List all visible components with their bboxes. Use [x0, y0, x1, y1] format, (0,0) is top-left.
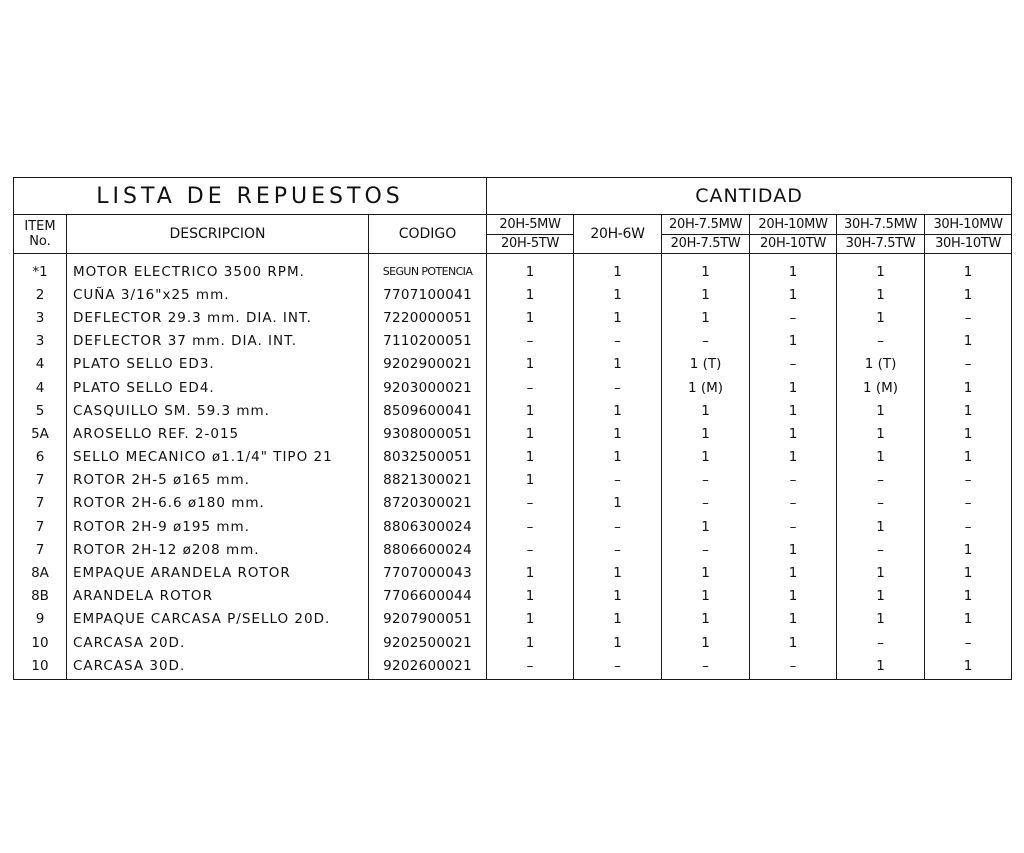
- quantity-cell: 1: [925, 561, 1012, 584]
- quantity-cell: 1: [487, 283, 574, 306]
- item-number-cell: 7: [14, 492, 67, 515]
- quantity-cell: 1: [925, 330, 1012, 353]
- quantity-cell: –: [487, 515, 574, 538]
- code-cell: 9202500021: [369, 631, 487, 654]
- quantity-cell: 1: [750, 538, 837, 561]
- quantity-cell: –: [925, 353, 1012, 376]
- table-row: [14, 515, 1012, 538]
- quantity-cell: –: [574, 330, 662, 353]
- table-row: [14, 492, 1012, 515]
- description-cell: DEFLECTOR 37 mm. DIA. INT.: [67, 330, 369, 353]
- item-number-cell: 5: [14, 399, 67, 422]
- code-cell: 9202600021: [369, 654, 487, 680]
- quantity-cell: 1: [574, 561, 662, 584]
- item-number-cell: 4: [14, 353, 67, 376]
- quantity-cell: 1: [574, 422, 662, 445]
- quantity-cell: 1: [750, 446, 837, 469]
- item-number-cell: 4: [14, 376, 67, 399]
- parts-rows: [14, 254, 1012, 680]
- code-cell: 8806300024: [369, 515, 487, 538]
- item-header-line2: No.: [29, 234, 51, 249]
- quantity-cell: 1: [487, 631, 574, 654]
- quantity-cell: 1: [925, 254, 1012, 284]
- quantity-cell: 1: [750, 330, 837, 353]
- quantity-cell: 1: [925, 422, 1012, 445]
- quantity-cell: 1: [837, 422, 925, 445]
- quantity-cell: 1: [750, 422, 837, 445]
- table-row: [14, 561, 1012, 584]
- model-name: 20H-10TW: [750, 234, 836, 254]
- description-cell: ROTOR 2H-6.6 ø180 mm.: [67, 492, 369, 515]
- quantity-cell: –: [750, 492, 837, 515]
- model-header-2: [574, 215, 662, 254]
- table-row: [14, 654, 1012, 680]
- quantity-cell: 1: [925, 376, 1012, 399]
- quantity-cell: 1: [837, 654, 925, 680]
- quantity-cell: 1 (T): [662, 353, 750, 376]
- quantity-cell: 1 (T): [837, 353, 925, 376]
- quantity-cell: 1: [750, 631, 837, 654]
- quantity-cell: 1: [662, 561, 750, 584]
- quantity-cell: –: [574, 469, 662, 492]
- description-cell: EMPAQUE ARANDELA ROTOR: [67, 561, 369, 584]
- quantity-cell: 1: [662, 631, 750, 654]
- quantity-cell: 1: [750, 561, 837, 584]
- item-number-cell: 5A: [14, 422, 67, 445]
- item-number-cell: 7: [14, 538, 67, 561]
- quantity-cell: –: [750, 469, 837, 492]
- quantity-cell: 1: [574, 631, 662, 654]
- quantity-cell: 1: [662, 283, 750, 306]
- model-header-6: [925, 215, 1012, 254]
- quantity-cell: 1: [487, 446, 574, 469]
- quantity-cell: –: [925, 515, 1012, 538]
- description-cell: CARCASA 20D.: [67, 631, 369, 654]
- quantity-cell: –: [662, 492, 750, 515]
- quantity-cell: 1: [837, 585, 925, 608]
- description-cell: CUÑA 3/16"x25 mm.: [67, 283, 369, 306]
- table-row: [14, 538, 1012, 561]
- code-cell: 7707000043: [369, 561, 487, 584]
- item-number-cell: 3: [14, 306, 67, 329]
- table-row: [14, 376, 1012, 399]
- quantity-cell: 1: [750, 585, 837, 608]
- quantity-cell: 1: [662, 306, 750, 329]
- item-header-line1: ITEM: [24, 219, 56, 234]
- model-name: 20H-5MW: [499, 216, 561, 232]
- code-header: CODIGO: [369, 215, 487, 254]
- description-cell: CASQUILLO SM. 59.3 mm.: [67, 399, 369, 422]
- quantity-cell: 1: [662, 399, 750, 422]
- parts-table: [13, 177, 1012, 680]
- model-name: 20H-7.5MW: [669, 216, 743, 232]
- column-header-row: [14, 215, 1012, 254]
- quantity-cell: –: [837, 631, 925, 654]
- quantity-cell: 1: [837, 561, 925, 584]
- quantity-cell: 1: [662, 608, 750, 631]
- quantity-cell: 1: [574, 585, 662, 608]
- quantity-cell: –: [662, 654, 750, 680]
- quantity-cell: 1: [574, 608, 662, 631]
- quantity-cell: –: [750, 353, 837, 376]
- description-cell: ROTOR 2H-12 ø208 mm.: [67, 538, 369, 561]
- code-cell: 9202900021: [369, 353, 487, 376]
- item-number-cell: 8A: [14, 561, 67, 584]
- quantity-cell: 1: [487, 306, 574, 329]
- quantity-cell: –: [662, 538, 750, 561]
- quantity-cell: 1: [837, 254, 925, 284]
- quantity-cell: 1: [750, 608, 837, 631]
- quantity-cell: 1: [925, 283, 1012, 306]
- model-name: 20H-5TW: [487, 234, 573, 254]
- quantity-cell: –: [574, 515, 662, 538]
- model-name: 30H-10MW: [933, 216, 1003, 232]
- item-number-cell: 9: [14, 608, 67, 631]
- description-header: DESCRIPCION: [67, 215, 369, 254]
- model-name: 30H-10TW: [925, 234, 1011, 254]
- code-cell: 7220000051: [369, 306, 487, 329]
- quantity-cell: 1 (M): [662, 376, 750, 399]
- code-cell: 7110200051: [369, 330, 487, 353]
- quantity-cell: 1: [837, 446, 925, 469]
- quantity-cell: –: [925, 306, 1012, 329]
- code-cell: 8806600024: [369, 538, 487, 561]
- quantity-cell: –: [925, 631, 1012, 654]
- description-cell: MOTOR ELECTRICO 3500 RPM.: [67, 254, 369, 284]
- quantity-title: CANTIDAD: [487, 178, 1012, 215]
- quantity-cell: 1: [662, 585, 750, 608]
- code-cell: 7707100041: [369, 283, 487, 306]
- quantity-cell: 1: [574, 306, 662, 329]
- code-cell: 9203000021: [369, 376, 487, 399]
- code-cell: 8720300021: [369, 492, 487, 515]
- quantity-cell: 1: [925, 654, 1012, 680]
- description-cell: ROTOR 2H-5 ø165 mm.: [67, 469, 369, 492]
- item-number-cell: 7: [14, 469, 67, 492]
- quantity-cell: 1: [574, 283, 662, 306]
- quantity-cell: 1: [837, 399, 925, 422]
- parts-list-title: LISTA DE REPUESTOS: [14, 178, 487, 215]
- quantity-cell: –: [574, 654, 662, 680]
- quantity-cell: 1 (M): [837, 376, 925, 399]
- model-name: 30H-7.5MW: [844, 216, 918, 232]
- item-number-cell: 7: [14, 515, 67, 538]
- quantity-cell: 1: [487, 399, 574, 422]
- code-cell: 7706600044: [369, 585, 487, 608]
- quantity-cell: –: [487, 654, 574, 680]
- item-number-cell: 10: [14, 631, 67, 654]
- quantity-cell: 1: [925, 399, 1012, 422]
- model-name: 20H-6W: [590, 226, 645, 242]
- quantity-cell: 1: [487, 422, 574, 445]
- quantity-cell: 1: [925, 446, 1012, 469]
- code-cell: 8509600041: [369, 399, 487, 422]
- description-cell: SELLO MECANICO ø1.1/4" TIPO 21: [67, 446, 369, 469]
- quantity-cell: 1: [750, 399, 837, 422]
- description-cell: EMPAQUE CARCASA P/SELLO 20D.: [67, 608, 369, 631]
- quantity-cell: 1: [662, 446, 750, 469]
- quantity-cell: 1: [574, 353, 662, 376]
- quantity-cell: 1: [837, 283, 925, 306]
- quantity-cell: 1: [837, 306, 925, 329]
- quantity-cell: –: [925, 469, 1012, 492]
- table-row: [14, 608, 1012, 631]
- quantity-cell: 1: [662, 422, 750, 445]
- quantity-cell: 1: [574, 492, 662, 515]
- quantity-cell: –: [837, 492, 925, 515]
- quantity-cell: 1: [837, 515, 925, 538]
- quantity-cell: 1: [837, 608, 925, 631]
- item-number-cell: 2: [14, 283, 67, 306]
- model-header-3: [662, 215, 750, 254]
- table-row: [14, 254, 1012, 284]
- quantity-cell: 1: [487, 608, 574, 631]
- table-row: [14, 631, 1012, 654]
- code-cell: SEGUN POTENCIA: [369, 254, 487, 284]
- quantity-cell: –: [574, 538, 662, 561]
- quantity-cell: –: [750, 515, 837, 538]
- code-cell: 9207900051: [369, 608, 487, 631]
- code-cell: 9308000051: [369, 422, 487, 445]
- quantity-cell: 1: [487, 585, 574, 608]
- item-number-cell: 8B: [14, 585, 67, 608]
- quantity-cell: 1: [574, 446, 662, 469]
- code-cell: 8032500051: [369, 446, 487, 469]
- quantity-cell: –: [574, 376, 662, 399]
- quantity-cell: 1: [750, 254, 837, 284]
- quantity-cell: 1: [750, 283, 837, 306]
- quantity-cell: 1: [574, 399, 662, 422]
- model-header-1: [487, 215, 574, 254]
- quantity-cell: 1: [487, 561, 574, 584]
- model-header-5: [837, 215, 925, 254]
- code-cell: 8821300021: [369, 469, 487, 492]
- table-row: [14, 330, 1012, 353]
- table-row: [14, 422, 1012, 445]
- item-number-cell: *1: [14, 254, 67, 284]
- quantity-cell: 1: [750, 376, 837, 399]
- description-cell: DEFLECTOR 29.3 mm. DIA. INT.: [67, 306, 369, 329]
- item-number-cell: 10: [14, 654, 67, 680]
- quantity-cell: –: [487, 492, 574, 515]
- description-cell: ARANDELA ROTOR: [67, 585, 369, 608]
- quantity-cell: –: [487, 538, 574, 561]
- table-row: [14, 306, 1012, 329]
- item-number-cell: 6: [14, 446, 67, 469]
- table-row: [14, 446, 1012, 469]
- quantity-cell: –: [925, 492, 1012, 515]
- item-number-cell: 3: [14, 330, 67, 353]
- table-row: [14, 585, 1012, 608]
- item-number-header: [14, 215, 67, 254]
- quantity-cell: –: [837, 538, 925, 561]
- quantity-cell: –: [750, 654, 837, 680]
- parts-list-sheet: [13, 177, 1011, 680]
- quantity-cell: 1: [487, 254, 574, 284]
- quantity-cell: 1: [487, 353, 574, 376]
- table-row: [14, 469, 1012, 492]
- quantity-cell: 1: [925, 585, 1012, 608]
- model-header-4: [750, 215, 837, 254]
- quantity-cell: –: [662, 469, 750, 492]
- model-name: 20H-7.5TW: [662, 234, 749, 254]
- quantity-cell: –: [750, 306, 837, 329]
- quantity-cell: –: [837, 469, 925, 492]
- description-cell: PLATO SELLO ED4.: [67, 376, 369, 399]
- model-name: 20H-10MW: [758, 216, 828, 232]
- quantity-cell: 1: [925, 538, 1012, 561]
- model-name: 30H-7.5TW: [837, 234, 924, 254]
- quantity-cell: 1: [487, 469, 574, 492]
- table-row: [14, 353, 1012, 376]
- quantity-cell: –: [662, 330, 750, 353]
- table-row: [14, 283, 1012, 306]
- quantity-cell: 1: [662, 254, 750, 284]
- description-cell: ROTOR 2H-9 ø195 mm.: [67, 515, 369, 538]
- quantity-cell: –: [487, 376, 574, 399]
- quantity-cell: 1: [662, 515, 750, 538]
- description-cell: CARCASA 30D.: [67, 654, 369, 680]
- quantity-cell: –: [837, 330, 925, 353]
- quantity-cell: 1: [925, 608, 1012, 631]
- quantity-cell: –: [487, 330, 574, 353]
- description-cell: PLATO SELLO ED3.: [67, 353, 369, 376]
- description-cell: AROSELLO REF. 2-015: [67, 422, 369, 445]
- quantity-cell: 1: [574, 254, 662, 284]
- table-row: [14, 399, 1012, 422]
